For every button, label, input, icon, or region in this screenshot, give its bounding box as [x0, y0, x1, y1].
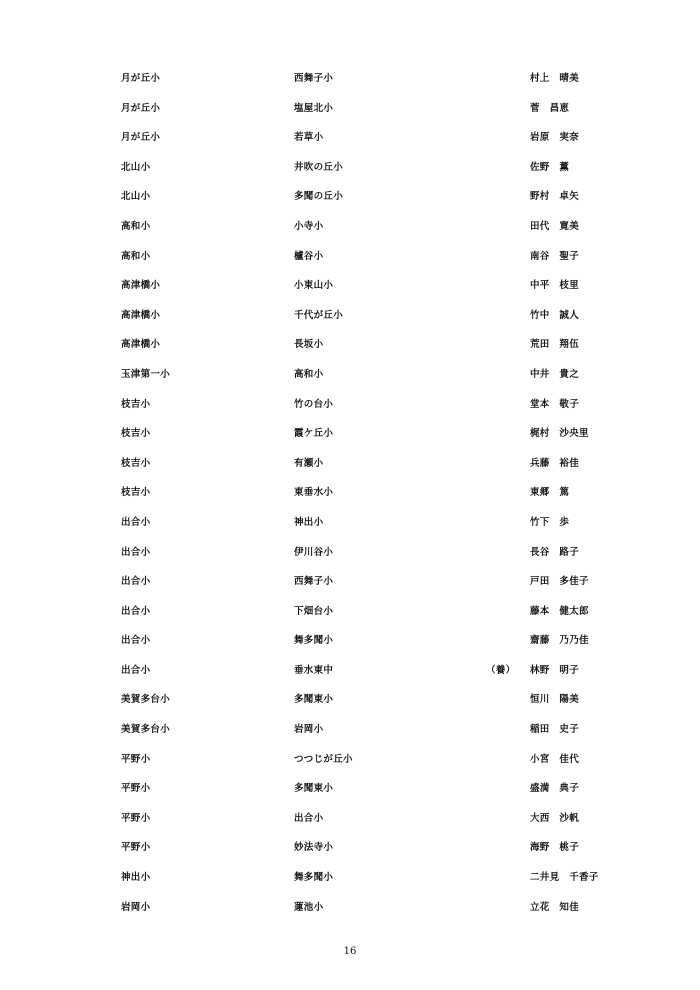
to-school: 舞多聞小 [294, 635, 334, 647]
from-school: 月が丘小 [121, 132, 161, 144]
page-number: 16 [343, 946, 357, 957]
to-school: 多聞東小 [294, 783, 334, 795]
person-name: 竹中 誠人 [530, 309, 580, 321]
person-name: 野村 卓矢 [530, 191, 580, 203]
person-name: 盛満 典子 [530, 783, 580, 795]
to-school: 小寺小 [294, 220, 324, 232]
person-name: 二井見 千香子 [530, 872, 599, 884]
from-school: 出合小 [121, 664, 151, 676]
person-name: 稲田 史子 [530, 724, 580, 736]
list-row [0, 629, 700, 659]
person-name: 中井 貴之 [530, 368, 580, 380]
list-row [0, 807, 700, 837]
from-school: 平野小 [121, 812, 151, 824]
from-school: 出合小 [121, 605, 151, 617]
list-row [0, 333, 700, 363]
list-row [0, 97, 700, 127]
person-name: 齋藤 乃乃佳 [530, 635, 589, 647]
list-row [0, 393, 700, 423]
person-name: 恒川 陽美 [530, 694, 580, 706]
list-row [0, 511, 700, 541]
from-school: 枝吉小 [121, 428, 151, 440]
to-school: 長坂小 [294, 339, 324, 351]
from-school: 岩岡小 [121, 901, 151, 913]
list-row [0, 659, 700, 689]
to-school: 蓮池小 [294, 901, 324, 913]
to-school: 神出小 [294, 516, 324, 528]
from-school: 神出小 [121, 872, 151, 884]
to-school: 有瀬小 [294, 457, 324, 469]
to-school: 千代が丘小 [294, 309, 344, 321]
from-school: 枝吉小 [121, 487, 151, 499]
to-school: 井吹の丘小 [294, 161, 344, 173]
to-school: 出合小 [294, 812, 324, 824]
from-school: 平野小 [121, 753, 151, 765]
from-school: 玉津第一小 [121, 368, 171, 380]
from-school: 美賀多台小 [121, 724, 171, 736]
list-row [0, 363, 700, 393]
from-school: 北山小 [121, 191, 151, 203]
person-name: 小宮 佳代 [530, 753, 580, 765]
list-row [0, 570, 700, 600]
personnel-transfer-list [0, 67, 700, 925]
person-name: 海野 桃子 [530, 842, 580, 854]
list-row [0, 748, 700, 778]
person-name: 岩原 実奈 [530, 132, 580, 144]
to-school: 舞多聞小 [294, 872, 334, 884]
from-school: 高和小 [121, 250, 151, 262]
from-school: 月が丘小 [121, 102, 161, 114]
person-name: 南谷 聖子 [530, 250, 580, 262]
from-school: 出合小 [121, 576, 151, 588]
list-row [0, 866, 700, 896]
list-row [0, 836, 700, 866]
to-school: 伊川谷小 [294, 546, 334, 558]
to-school: 東垂水小 [294, 487, 334, 499]
to-school: 妙法寺小 [294, 842, 334, 854]
from-school: 北山小 [121, 161, 151, 173]
list-row [0, 718, 700, 748]
to-school: 櫨谷小 [294, 250, 324, 262]
list-row [0, 452, 700, 482]
to-school: 霞ケ丘小 [294, 428, 334, 440]
list-row [0, 600, 700, 630]
to-school: 竹の台小 [294, 398, 334, 410]
person-name: 梶村 沙央里 [530, 428, 589, 440]
list-row [0, 245, 700, 275]
person-name: 大西 沙帆 [530, 812, 580, 824]
to-school: 西舞子小 [294, 73, 334, 84]
to-school: 多聞東小 [294, 694, 334, 706]
to-school: 岩岡小 [294, 724, 324, 736]
person-name: 荒田 翔伍 [530, 339, 580, 351]
list-row [0, 688, 700, 718]
list-row [0, 896, 700, 926]
from-school: 枝吉小 [121, 457, 151, 469]
note-label: （養） [486, 664, 516, 676]
person-name: 堂本 敬子 [530, 398, 580, 410]
person-name: 田代 寛美 [530, 220, 580, 232]
to-school: 西舞子小 [294, 576, 334, 588]
from-school: 高津橋小 [121, 280, 161, 292]
person-name: 東郷 篤 [530, 487, 570, 499]
list-row [0, 422, 700, 452]
person-name: 林野 明子 [530, 664, 580, 676]
from-school: 高津橋小 [121, 309, 161, 321]
list-row [0, 777, 700, 807]
to-school: 下畑台小 [294, 605, 334, 617]
from-school: 出合小 [121, 546, 151, 558]
from-school: 枝吉小 [121, 398, 151, 410]
from-school: 出合小 [121, 516, 151, 528]
person-name: 長谷 路子 [530, 546, 580, 558]
from-school: 平野小 [121, 842, 151, 854]
to-school: 若草小 [294, 132, 324, 144]
from-school: 高津橋小 [121, 339, 161, 351]
to-school: 垂水東中 [294, 664, 334, 676]
to-school: 塩屋北小 [294, 102, 334, 114]
person-name: 戸田 多佳子 [530, 576, 589, 588]
list-row [0, 185, 700, 215]
from-school: 平野小 [121, 783, 151, 795]
to-school: 高和小 [294, 368, 324, 380]
person-name: 立花 知佳 [530, 901, 580, 913]
list-row [0, 156, 700, 186]
person-name: 兵藤 裕佳 [530, 457, 580, 469]
from-school: 出合小 [121, 635, 151, 647]
from-school: 美賀多台小 [121, 694, 171, 706]
list-row [0, 541, 700, 571]
from-school: 月が丘小 [121, 73, 161, 84]
list-row [0, 126, 700, 156]
person-name: 村上 晴美 [530, 73, 580, 84]
to-school: 多聞の丘小 [294, 191, 344, 203]
list-row [0, 481, 700, 511]
person-name: 佐野 薫 [530, 161, 570, 173]
person-name: 菅 昌恵 [530, 102, 570, 114]
list-row [0, 274, 700, 304]
list-row [0, 304, 700, 334]
to-school: 小東山小 [294, 280, 334, 292]
to-school: つつじが丘小 [294, 753, 353, 765]
person-name: 中平 枝里 [530, 280, 580, 292]
person-name: 藤本 健太郎 [530, 605, 589, 617]
list-row [0, 67, 700, 97]
list-row [0, 215, 700, 245]
from-school: 高和小 [121, 220, 151, 232]
person-name: 竹下 歩 [530, 516, 570, 528]
